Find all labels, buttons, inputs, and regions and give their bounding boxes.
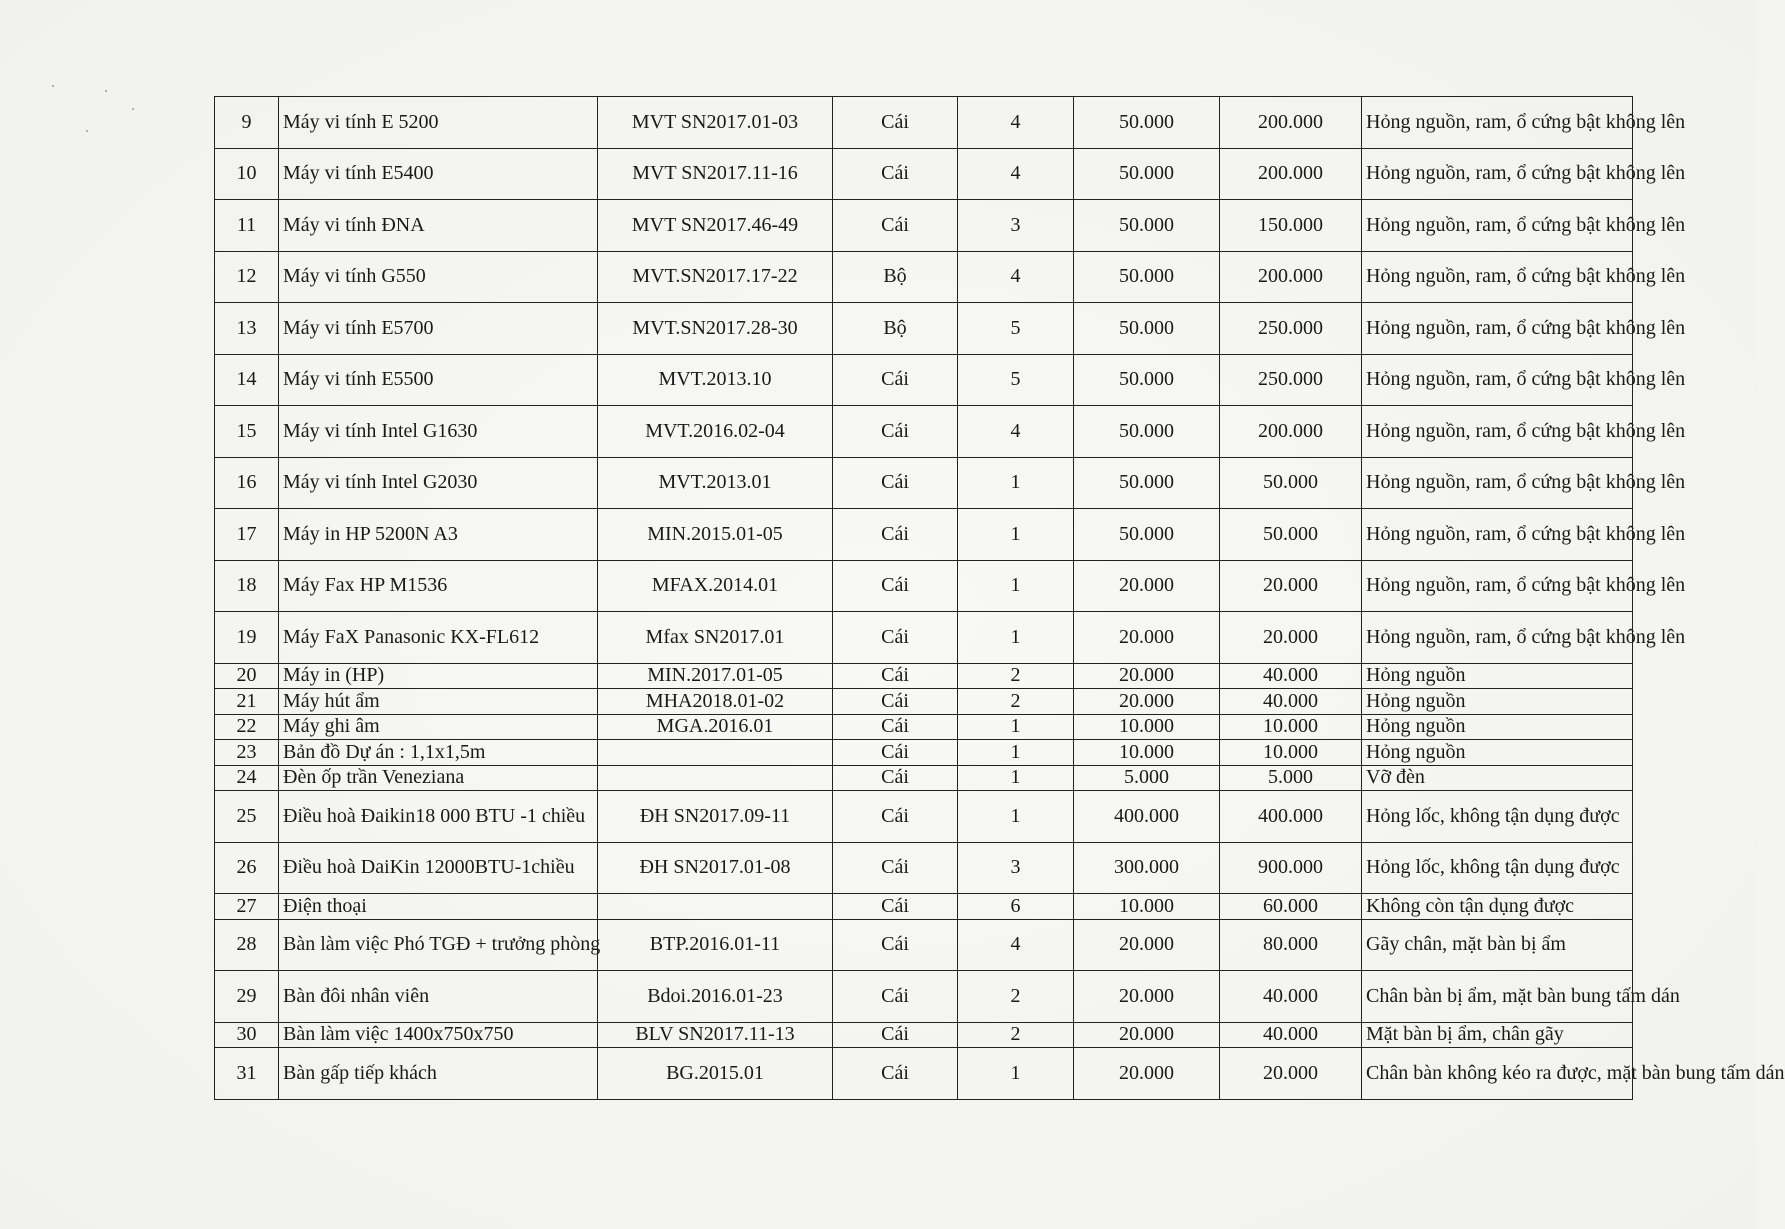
unit-price-cell: 20.000 <box>1074 1048 1220 1100</box>
table-row <box>215 791 1633 843</box>
asset-name-cell: Máy vi tính G550 <box>279 251 598 303</box>
total-cell: 40.000 <box>1220 1022 1362 1048</box>
asset-name-cell: Bản đồ Dự án : 1,1x1,5m <box>279 740 598 766</box>
quantity-cell: 4 <box>958 97 1074 149</box>
quantity-cell: 1 <box>958 765 1074 791</box>
condition-note-cell: Hỏng lốc, không tận dụng được <box>1362 791 1633 843</box>
row-number-cell: 14 <box>215 354 279 406</box>
table-row <box>215 714 1633 740</box>
row-number-cell: 16 <box>215 457 279 509</box>
table-row <box>215 200 1633 252</box>
asset-name-cell: Máy vi tính E5700 <box>279 303 598 355</box>
asset-name-cell: Điều hoà Đaikin18 000 BTU -1 chiều <box>279 791 598 843</box>
row-number-cell: 31 <box>215 1048 279 1100</box>
row-number-cell: 9 <box>215 97 279 149</box>
unit-price-cell: 20.000 <box>1074 1022 1220 1048</box>
condition-note-cell: Hỏng nguồn, ram, ổ cứng bật không lên <box>1362 354 1633 406</box>
condition-note-cell: Chân bàn không kéo ra được, mặt bàn bung tấm dán <box>1362 1048 1633 1100</box>
unit-price-cell: 5.000 <box>1074 765 1220 791</box>
asset-name-cell: Bàn đôi nhân viên <box>279 971 598 1023</box>
quantity-cell: 2 <box>958 971 1074 1023</box>
asset-code-cell: MGA.2016.01 <box>598 714 833 740</box>
asset-code-cell: BTP.2016.01-11 <box>598 919 833 971</box>
asset-code-cell: BG.2015.01 <box>598 1048 833 1100</box>
asset-code-cell <box>598 740 833 766</box>
unit-price-cell: 50.000 <box>1074 457 1220 509</box>
quantity-cell: 1 <box>958 714 1074 740</box>
row-number-cell: 15 <box>215 406 279 458</box>
unit-cell: Cái <box>833 354 958 406</box>
asset-name-cell: Máy vi tính E 5200 <box>279 97 598 149</box>
total-cell: 900.000 <box>1220 842 1362 894</box>
unit-cell: Cái <box>833 791 958 843</box>
total-cell: 10.000 <box>1220 740 1362 766</box>
table-row <box>215 663 1633 689</box>
condition-note-cell: Hỏng nguồn <box>1362 663 1633 689</box>
unit-price-cell: 50.000 <box>1074 406 1220 458</box>
table-row <box>215 894 1633 920</box>
table-body <box>215 97 1785 1100</box>
unit-cell: Cái <box>833 457 958 509</box>
quantity-cell: 4 <box>958 251 1074 303</box>
condition-note-cell: Hỏng nguồn <box>1362 740 1633 766</box>
quantity-cell: 3 <box>958 842 1074 894</box>
unit-price-cell: 50.000 <box>1074 200 1220 252</box>
quantity-cell: 2 <box>958 689 1074 715</box>
unit-cell: Cái <box>833 148 958 200</box>
quantity-cell: 1 <box>958 509 1074 561</box>
asset-code-cell: MIN.2015.01-05 <box>598 509 833 561</box>
table-row <box>215 354 1633 406</box>
condition-note-cell: Hỏng nguồn, ram, ổ cứng bật không lên <box>1362 303 1633 355</box>
unit-price-cell: 50.000 <box>1074 251 1220 303</box>
asset-code-cell: MVT.SN2017.28-30 <box>598 303 833 355</box>
asset-name-cell: Bàn làm việc Phó TGĐ + trưởng phòng <box>279 919 598 971</box>
condition-note-cell: Hỏng nguồn, ram, ổ cứng bật không lên <box>1362 457 1633 509</box>
total-cell: 200.000 <box>1220 148 1362 200</box>
table-row <box>215 689 1633 715</box>
row-number-cell: 11 <box>215 200 279 252</box>
asset-code-cell: MVT SN2017.11-16 <box>598 148 833 200</box>
asset-code-cell <box>598 765 833 791</box>
asset-name-cell: Máy hút ẩm <box>279 689 598 715</box>
asset-code-cell <box>598 894 833 920</box>
total-cell: 200.000 <box>1220 97 1362 149</box>
table-row <box>215 303 1633 355</box>
unit-cell: Cái <box>833 842 958 894</box>
table-row <box>215 97 1633 149</box>
unit-price-cell: 20.000 <box>1074 612 1220 664</box>
total-cell: 40.000 <box>1220 689 1362 715</box>
condition-note-cell: Hỏng lốc, không tận dụng được <box>1362 842 1633 894</box>
total-cell: 200.000 <box>1220 251 1362 303</box>
total-cell: 200.000 <box>1220 406 1362 458</box>
row-number-cell: 13 <box>215 303 279 355</box>
unit-cell: Cái <box>833 740 958 766</box>
unit-cell: Cái <box>833 765 958 791</box>
unit-price-cell: 50.000 <box>1074 354 1220 406</box>
asset-name-cell: Máy ghi âm <box>279 714 598 740</box>
total-cell: 50.000 <box>1220 457 1362 509</box>
unit-price-cell: 300.000 <box>1074 842 1220 894</box>
total-cell: 50.000 <box>1220 509 1362 561</box>
unit-cell: Cái <box>833 97 958 149</box>
quantity-cell: 5 <box>958 303 1074 355</box>
total-cell: 5.000 <box>1220 765 1362 791</box>
condition-note-cell: Hỏng nguồn <box>1362 714 1633 740</box>
unit-cell: Cái <box>833 560 958 612</box>
asset-name-cell: Máy in HP 5200N A3 <box>279 509 598 561</box>
quantity-cell: 2 <box>958 663 1074 689</box>
unit-cell: Cái <box>833 689 958 715</box>
row-number-cell: 26 <box>215 842 279 894</box>
unit-cell: Cái <box>833 663 958 689</box>
quantity-cell: 2 <box>958 1022 1074 1048</box>
asset-name-cell: Máy in (HP) <box>279 663 598 689</box>
total-cell: 20.000 <box>1220 560 1362 612</box>
scan-speck <box>132 108 134 110</box>
quantity-cell: 1 <box>958 560 1074 612</box>
table-row <box>215 971 1633 1023</box>
condition-note-cell: Không còn tận dụng được <box>1362 894 1633 920</box>
scan-speck <box>105 90 107 92</box>
asset-name-cell: Điện thoại <box>279 894 598 920</box>
quantity-cell: 1 <box>958 791 1074 843</box>
total-cell: 80.000 <box>1220 919 1362 971</box>
row-number-cell: 27 <box>215 894 279 920</box>
table-row <box>215 765 1633 791</box>
asset-name-cell: Máy vi tính E5500 <box>279 354 598 406</box>
asset-code-cell: Mfax SN2017.01 <box>598 612 833 664</box>
quantity-cell: 4 <box>958 148 1074 200</box>
table-row <box>215 509 1633 561</box>
asset-code-cell: MFAX.2014.01 <box>598 560 833 612</box>
quantity-cell: 1 <box>958 740 1074 766</box>
unit-cell: Bộ <box>833 303 958 355</box>
condition-note-cell: Hỏng nguồn, ram, ổ cứng bật không lên <box>1362 148 1633 200</box>
unit-cell: Bộ <box>833 251 958 303</box>
asset-code-cell: BLV SN2017.11-13 <box>598 1022 833 1048</box>
scan-speck <box>86 130 88 132</box>
row-number-cell: 24 <box>215 765 279 791</box>
condition-note-cell: Hỏng nguồn, ram, ổ cứng bật không lên <box>1362 406 1633 458</box>
asset-code-cell: MVT SN2017.46-49 <box>598 200 833 252</box>
table-row <box>215 148 1633 200</box>
row-number-cell: 22 <box>215 714 279 740</box>
unit-cell: Cái <box>833 200 958 252</box>
unit-price-cell: 20.000 <box>1074 919 1220 971</box>
asset-name-cell: Máy Fax HP M1536 <box>279 560 598 612</box>
total-cell: 400.000 <box>1220 791 1362 843</box>
asset-name-cell: Đèn ốp trần Veneziana <box>279 765 598 791</box>
table-row <box>215 406 1633 458</box>
asset-code-cell: MVT.2013.01 <box>598 457 833 509</box>
quantity-cell: 1 <box>958 1048 1074 1100</box>
quantity-cell: 6 <box>958 894 1074 920</box>
asset-name-cell: Điều hoà DaiKin 12000BTU-1chiều <box>279 842 598 894</box>
row-number-cell: 18 <box>215 560 279 612</box>
table-row <box>215 842 1633 894</box>
unit-price-cell: 20.000 <box>1074 663 1220 689</box>
unit-cell: Cái <box>833 1022 958 1048</box>
table-row <box>215 1048 1633 1100</box>
unit-price-cell: 10.000 <box>1074 740 1220 766</box>
scan-speck <box>52 85 54 87</box>
unit-cell: Cái <box>833 714 958 740</box>
unit-cell: Cái <box>833 509 958 561</box>
table-row <box>215 251 1633 303</box>
unit-cell: Cái <box>833 1048 958 1100</box>
total-cell: 20.000 <box>1220 612 1362 664</box>
condition-note-cell: Hỏng nguồn, ram, ổ cứng bật không lên <box>1362 612 1633 664</box>
unit-cell: Cái <box>833 971 958 1023</box>
asset-code-cell: ĐH SN2017.01-08 <box>598 842 833 894</box>
row-number-cell: 23 <box>215 740 279 766</box>
asset-disposal-table <box>214 96 1785 1100</box>
quantity-cell: 5 <box>958 354 1074 406</box>
quantity-cell: 4 <box>958 919 1074 971</box>
quantity-cell: 3 <box>958 200 1074 252</box>
row-number-cell: 30 <box>215 1022 279 1048</box>
row-number-cell: 17 <box>215 509 279 561</box>
unit-price-cell: 20.000 <box>1074 971 1220 1023</box>
asset-name-cell: Máy vi tính ĐNA <box>279 200 598 252</box>
asset-name-cell: Máy vi tính Intel G2030 <box>279 457 598 509</box>
condition-note-cell: Chân bàn bị ẩm, mặt bàn bung tấm dán <box>1362 971 1633 1023</box>
asset-code-cell: ĐH SN2017.09-11 <box>598 791 833 843</box>
unit-price-cell: 50.000 <box>1074 97 1220 149</box>
total-cell: 40.000 <box>1220 663 1362 689</box>
asset-name-cell: Máy FaX Panasonic KX-FL612 <box>279 612 598 664</box>
total-cell: 150.000 <box>1220 200 1362 252</box>
asset-code-cell: MIN.2017.01-05 <box>598 663 833 689</box>
total-cell: 40.000 <box>1220 971 1362 1023</box>
asset-code-cell: MHA2018.01-02 <box>598 689 833 715</box>
asset-name-cell: Bàn làm việc 1400x750x750 <box>279 1022 598 1048</box>
unit-price-cell: 400.000 <box>1074 791 1220 843</box>
unit-price-cell: 20.000 <box>1074 689 1220 715</box>
unit-cell: Cái <box>833 406 958 458</box>
table-row <box>215 919 1633 971</box>
unit-price-cell: 10.000 <box>1074 714 1220 740</box>
row-number-cell: 19 <box>215 612 279 664</box>
unit-price-cell: 20.000 <box>1074 560 1220 612</box>
asset-name-cell: Máy vi tính Intel G1630 <box>279 406 598 458</box>
table-row <box>215 612 1633 664</box>
condition-note-cell: Hỏng nguồn <box>1362 689 1633 715</box>
condition-note-cell: Hỏng nguồn, ram, ổ cứng bật không lên <box>1362 97 1633 149</box>
condition-note-cell: Hỏng nguồn, ram, ổ cứng bật không lên <box>1362 251 1633 303</box>
asset-code-cell: MVT SN2017.01-03 <box>598 97 833 149</box>
unit-cell: Cái <box>833 894 958 920</box>
quantity-cell: 4 <box>958 406 1074 458</box>
asset-code-cell: MVT.2016.02-04 <box>598 406 833 458</box>
table-row <box>215 740 1633 766</box>
asset-name-cell: Máy vi tính E5400 <box>279 148 598 200</box>
total-cell: 10.000 <box>1220 714 1362 740</box>
row-number-cell: 29 <box>215 971 279 1023</box>
total-cell: 250.000 <box>1220 303 1362 355</box>
asset-code-cell: Bdoi.2016.01-23 <box>598 971 833 1023</box>
unit-price-cell: 10.000 <box>1074 894 1220 920</box>
unit-price-cell: 50.000 <box>1074 509 1220 561</box>
condition-note-cell: Vỡ đèn <box>1362 765 1633 791</box>
unit-cell: Cái <box>833 919 958 971</box>
total-cell: 60.000 <box>1220 894 1362 920</box>
unit-price-cell: 50.000 <box>1074 148 1220 200</box>
row-number-cell: 21 <box>215 689 279 715</box>
asset-name-cell: Bàn gấp tiếp khách <box>279 1048 598 1100</box>
quantity-cell: 1 <box>958 612 1074 664</box>
asset-code-cell: MVT.SN2017.17-22 <box>598 251 833 303</box>
condition-note-cell: Hỏng nguồn, ram, ổ cứng bật không lên <box>1362 509 1633 561</box>
table-row <box>215 1022 1633 1048</box>
row-number-cell: 10 <box>215 148 279 200</box>
condition-note-cell: Gãy chân, mặt bàn bị ẩm <box>1362 919 1633 971</box>
total-cell: 20.000 <box>1220 1048 1362 1100</box>
asset-code-cell: MVT.2013.10 <box>598 354 833 406</box>
unit-price-cell: 50.000 <box>1074 303 1220 355</box>
table-row <box>215 457 1633 509</box>
row-number-cell: 25 <box>215 791 279 843</box>
quantity-cell: 1 <box>958 457 1074 509</box>
condition-note-cell: Hỏng nguồn, ram, ổ cứng bật không lên <box>1362 200 1633 252</box>
row-number-cell: 12 <box>215 251 279 303</box>
row-number-cell: 28 <box>215 919 279 971</box>
condition-note-cell: Mặt bàn bị ẩm, chân gãy <box>1362 1022 1633 1048</box>
row-number-cell: 20 <box>215 663 279 689</box>
total-cell: 250.000 <box>1220 354 1362 406</box>
table-row <box>215 560 1633 612</box>
unit-cell: Cái <box>833 612 958 664</box>
condition-note-cell: Hỏng nguồn, ram, ổ cứng bật không lên <box>1362 560 1633 612</box>
